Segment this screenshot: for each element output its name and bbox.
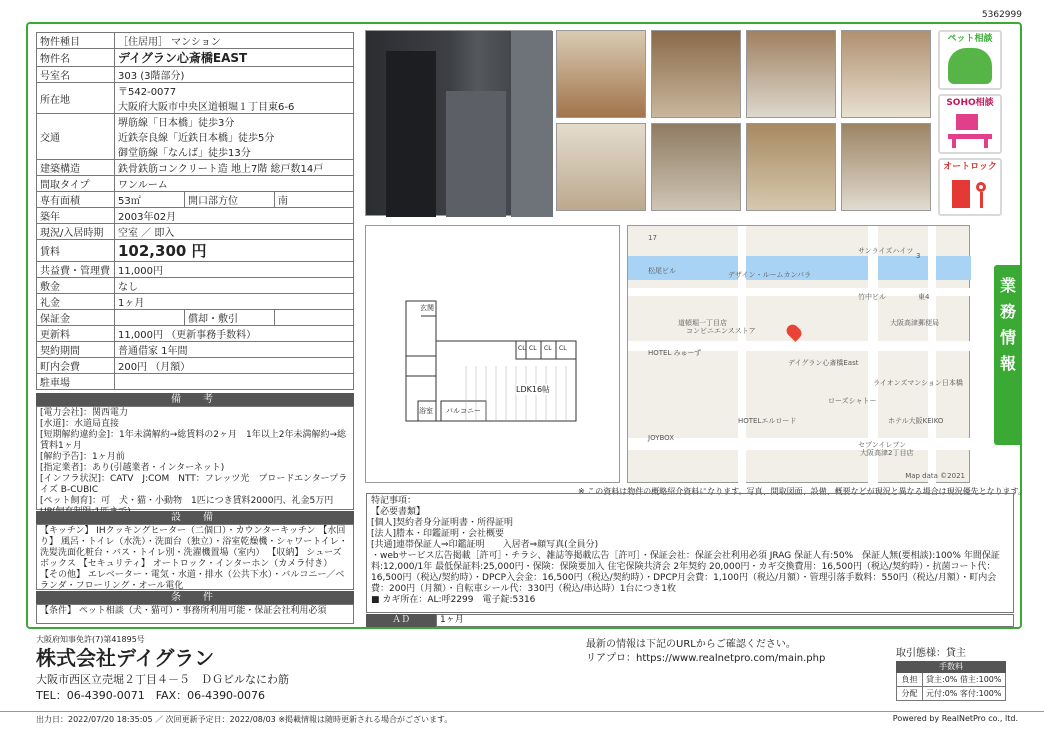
spec-row — [37, 176, 354, 192]
spec-value: ワンルーム — [115, 176, 354, 192]
spec-value: 11,000円 （更新事務手数料） — [115, 326, 354, 342]
note-line: 特記事項： — [371, 496, 417, 506]
spec-value: 堺筋線「日本橋」徒歩3分 近鉄奈良線「近鉄日本橋」徒歩5分 御堂筋線「なんば」徒歩13分 — [115, 114, 354, 160]
gyomu-tab: 業 務 情 報 — [994, 265, 1022, 445]
spec-label: 間取タイプ — [37, 176, 115, 192]
spec-value: 鉄骨鉄筋コンクリート造 地上7階 総戸数14戸 — [115, 160, 354, 176]
autolock-badge: オートロック — [938, 158, 1002, 216]
closet-label: CL — [518, 345, 526, 352]
spec-row — [37, 326, 354, 342]
spec-table — [36, 32, 354, 390]
spec-value: ［住居用］ マンション — [115, 33, 354, 49]
note-line: 【必要書類】 — [371, 507, 426, 517]
pet-badge: ペット相談 — [938, 30, 1002, 90]
map-pin-icon — [784, 322, 804, 342]
spec-value — [115, 374, 354, 390]
ad-label: ＡＤ — [366, 614, 436, 627]
biko-line: [ペット飼育]：可 犬・猫・小動物 1匹につき賃料2000円、礼金5万円 — [40, 496, 334, 506]
spec-sub-value: 南 — [275, 192, 354, 208]
spec-value: 2003年02月 — [115, 208, 354, 224]
interior-photo — [746, 30, 836, 118]
torihiki — [896, 644, 1006, 701]
interior-photo — [651, 123, 741, 211]
company-tel: TEL：06-4390-0071 FAX：06-4390-0076 — [36, 689, 266, 702]
pet-icon — [948, 48, 992, 84]
spec-value: 11,000円 — [115, 262, 354, 278]
spec-row — [37, 49, 354, 67]
biko-line: [短期解約違約金]：1年未満解約→総賃料の2ヶ月 1年以上2年未満解約→総賃料1ヶ月 — [40, 430, 347, 451]
spec-label: 共益費・管理費 — [37, 262, 115, 278]
spec-value — [115, 310, 185, 326]
map-copyright: Map data ©2021 — [905, 472, 965, 480]
fee-header: 手数料 — [896, 661, 1006, 673]
footer-left: 出力日：2022/07/20 18:35:05 ／ 次回更新予定日：2022/08/03 ※掲載情報は随時更新される場合がございます。 — [36, 715, 453, 724]
biko-header: 備 考 — [36, 393, 354, 406]
floor-plan-drawing — [366, 226, 619, 482]
floor-plan — [365, 225, 620, 483]
interior-photo — [841, 123, 931, 211]
company-block — [36, 634, 289, 703]
spec-label: 所在地 — [37, 83, 115, 114]
spec-label: 更新料 — [37, 326, 115, 342]
spec-row — [37, 33, 354, 49]
license: 大阪府知事免許(7)第41895号 — [36, 635, 145, 644]
exterior-photo — [365, 30, 552, 216]
note-line: [法人]謄本・印鑑証明・会社概要 — [371, 529, 505, 539]
footer-right: Powered by RealNetPro co., ltd. — [892, 714, 1018, 723]
note-line: ■ カギ所在：AL:呼2299 電子錠:5316 — [371, 595, 536, 605]
interior-photo — [746, 123, 836, 211]
spec-label: 礼金 — [37, 294, 115, 310]
spec-value: 〒542-0077 大阪府大阪市中央区道頓堀１丁目東6-6 — [115, 83, 354, 114]
spec-label: 契約期間 — [37, 342, 115, 358]
spec-label: 専有面積 — [37, 192, 115, 208]
biko-line: [電力会社]：関西電力 — [40, 408, 129, 418]
spec-row — [37, 240, 354, 262]
interior-photo — [556, 123, 646, 211]
spec-value: 200円 （月額） — [115, 358, 354, 374]
spec-label: 駐車場 — [37, 374, 115, 390]
spec-row — [37, 278, 354, 294]
company-address: 大阪市西区立売堀２丁目４－５ ＤＧビルなにわ筋 — [36, 673, 289, 686]
note-line: [共通]連帯保証人⇒印鑑証明 入居者⇒顔写真(全員分) — [371, 540, 599, 550]
note-line: [個人]契約者身分証明書・所得証明 — [371, 518, 514, 528]
closet-label: CL — [559, 345, 567, 352]
biko-box — [36, 406, 354, 510]
spec-row — [37, 262, 354, 278]
spec-label: 物件種目 — [37, 33, 115, 49]
spec-row — [37, 374, 354, 390]
spec-label: 賃料 — [37, 240, 115, 262]
genkan-label: 玄関 — [420, 304, 434, 312]
interior-photo — [556, 30, 646, 118]
spec-label: 建築構造 — [37, 160, 115, 176]
soho-badge: SOHO相談 — [938, 94, 1002, 154]
spec-row — [37, 114, 354, 160]
spec-sub-value — [275, 310, 354, 326]
spec-value: 空室 ／ 即入 — [115, 224, 354, 240]
spec-row — [37, 208, 354, 224]
fee-row: 分配 元付:0% 客付:100% — [896, 687, 1006, 701]
biko-line: [指定業者]：あり(引越業者・インターネット) — [40, 463, 225, 473]
spec-sub-label: 償却・敷引 — [185, 310, 275, 326]
biko-line: [解約予告]：1ヶ月前 — [40, 452, 125, 462]
note-line: ・webサービス広告掲載［許可］・チラシ、雑誌等掲載広告［許可］・保証会社：保証会社利用必須 JRAG 保証人有:50% 保証人無(要相談):100% 年間保証料:12,000/1年 最低保証料:25,000円・保険：保険要加入 住宅保険共済会 2年契約 20,000円・カギ交換費用：16,500円（税込/契約時）・抗菌コート代：16,500円（税込/契約時）・DPCP入会金：16,500円（税込/契約時）・DPCP月会費：1,100円（税込/月額）・管理引落手数料：550円（税込/月額）・町内会費：200円（月額）・自転車シール代：330円（税込/串込時）1台につき1枚 — [371, 551, 1000, 594]
spec-row — [37, 192, 354, 208]
spec-label: 交通 — [37, 114, 115, 160]
document-id: 5362999 — [981, 10, 1022, 20]
closet-label: CL — [544, 345, 552, 352]
ldk-label: LDK16帖 — [516, 385, 551, 394]
spec-label: 号室名 — [37, 67, 115, 83]
spec-value: 303 (3階部分) — [115, 67, 354, 83]
spec-label: 町内会費 — [37, 358, 115, 374]
spec-label: 敷金 — [37, 278, 115, 294]
spec-value: 102,300 円 — [115, 240, 354, 262]
spec-sub-label: 開口部方位 — [185, 192, 275, 208]
spec-row — [37, 310, 354, 326]
balcony-label: バルコニー — [446, 407, 481, 415]
spec-row — [37, 342, 354, 358]
spec-value: なし — [115, 278, 354, 294]
spec-value: 普通借家 1年間 — [115, 342, 354, 358]
spec-row — [37, 83, 354, 114]
spec-label: 現況/入居時期 — [37, 224, 115, 240]
closet-label: CL — [529, 345, 537, 352]
spec-label: 保証金 — [37, 310, 115, 326]
torihiki-title: 取引態様：貸主 — [896, 648, 966, 659]
location-map[interactable]: 17 3 サンライズハイツ 道頓堀一丁目店 コンビニエンスストア デイグラン心斎橋East 大阪高津郵便局 ホテル大阪KEIKO セブンイレブン 大阪高津2丁目店 ライオンズマンション日本橋 HOTELエルロード JOYBOX ローズシャトー HOTEL みゅーず 松尾ビル デザイン・ルームカンパラ 竹中ビル 東4 Map data ©2021 — [627, 225, 970, 483]
latest-info: 最新の情報は下記のURLからご確認ください。 リアプロ：https://www.realnetpro.com/main.php — [586, 639, 826, 664]
spec-row — [37, 224, 354, 240]
biko-line: [インフラ状況]：CATV J:COM NTT：フレッツ光 ブロードエンタープライズ B-CUBIC — [40, 474, 348, 495]
spec-value: 53㎡ — [115, 192, 185, 208]
fee-row: 負担 貸主:0% 借主:100% — [896, 673, 1006, 687]
special-notes — [366, 493, 1014, 613]
interior-photo — [651, 30, 741, 118]
spec-label: 物件名 — [37, 49, 115, 67]
spec-value: デイグラン心斎橋EAST — [115, 49, 354, 67]
spec-row — [37, 67, 354, 83]
joken-box: 【条件】 ペット相談（犬・猫可）・事務所利用可能・保証会社利用必須 — [36, 604, 354, 624]
disclaimer: ※ この資料は物件の概略紹介資料になります。写真、間取図面、設備、概要などが現況と異なる場合は現況優先となります。 — [578, 487, 1026, 496]
joken-header: 条 件 — [36, 591, 354, 604]
spec-label: 築年 — [37, 208, 115, 224]
spec-row — [37, 358, 354, 374]
desk-icon — [948, 112, 992, 148]
ad-value: 1ヶ月 — [436, 614, 1014, 627]
setsubi-header: 設 備 — [36, 511, 354, 524]
interior-photo — [841, 30, 931, 118]
company-name: 株式会社デイグラン — [36, 646, 215, 670]
biko-line: [水道]：水道局直接 — [40, 419, 120, 429]
bath-label: 浴室 — [419, 407, 433, 415]
setsubi-box: 【キッチン】 IHクッキングヒーター（二個口）・カウンターキッチン 【水回り】 風呂・トイレ（水洗）・洗面台（独立）・浴室乾燥機・シャワートイレ・洗髪洗面化粧台・バス・トイレ別・洗濯機置場（室内） 【収納】 シューズボックス 【セキュリティ】 オートロック・インターホン（カメラ付き） 【その他】 エレベーター・電気・水道・排水（公共下水）・バルコニー／ベランダ・フローリング・オール電化 — [36, 524, 354, 590]
spec-row — [37, 160, 354, 176]
lock-icon — [948, 176, 992, 212]
spec-row — [37, 294, 354, 310]
spec-value: 1ヶ月 — [115, 294, 354, 310]
